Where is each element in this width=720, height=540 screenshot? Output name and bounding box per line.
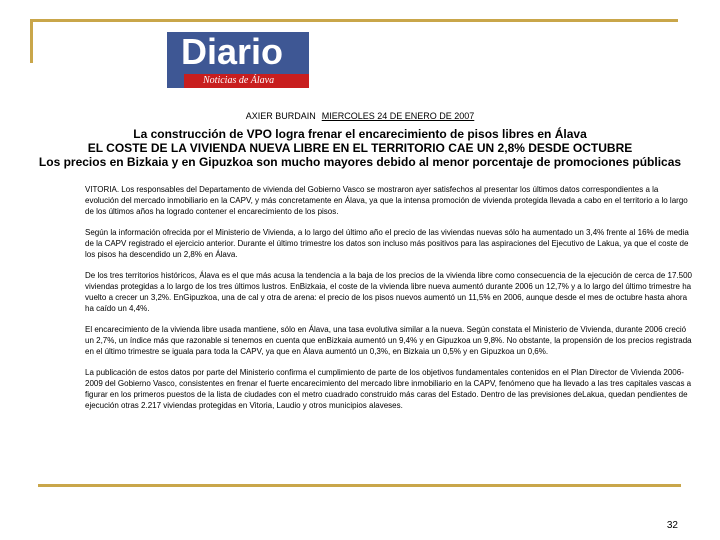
headline-lead: Los precios en Bizkaia y en Gipuzkoa son mucho mayores debido al menor porcentaje de promociones públicas	[38, 155, 682, 169]
byline-date: MIERCOLES 24 DE ENERO DE 2007	[321, 111, 475, 121]
frame-top-rule	[30, 19, 678, 22]
byline-author: AXIER BURDAIN	[245, 111, 316, 121]
frame-left-rule	[30, 19, 33, 63]
logo-subtitle: Noticias de Álava	[203, 75, 275, 86]
paragraph: VITORIA. Los responsables del Departamento de vivienda del Gobierno Vasco se mostraron ayer satisfechos al presentar los últimos datos correspondientes a la evolución del mercado inmobiliario en la CAPV, y más concretamente en Álava, ya que la intensa promoción de vivienda protegida llevada a cabo en el territorio a lo largo de los últimos años ha logrado contener el encarecimiento de los pisos.	[85, 185, 688, 216]
headline-block	[0, 127, 720, 169]
paragraph: Según la información ofrecida por el Ministerio de Vivienda, a lo largo del último año el precio de las viviendas nuevas sólo ha aumentado un 3,4% frente al 16% de media de la CAPV registrado el ejercicio anterior. Durante el último trimestre los datos son incluso más positivos para las aspiraciones del Ejecutivo de Lakua, ya que el coste de los pisos ha descendido un 2,8% en Álava.	[85, 228, 689, 259]
byline	[0, 110, 720, 122]
newspaper-logo	[167, 32, 309, 88]
paragraph: El encarecimiento de la vivienda libre usada mantiene, sólo en Álava, una tasa evolutiva similar a la nueva. Según constata el Ministerio de Vivienda, durante 2006 creció un 2,7%, un índice más que razonable si tenemos en cuenta que enBizkaia aumentó un 9,4% y en Gipuzkoa un 9,8%. No obstante, la propensión de los precios registrada en el último trimestre se iguala para toda la CAPV, ya que en Álava aumentó un 0,3%, en Bizkaia un 0,5% y en Gipuzkoa un 0,6%.	[85, 325, 692, 356]
headline-subtitle: EL COSTE DE LA VIVIENDA NUEVA LIBRE EN EL TERRITORIO CAE UN 2,8% DESDE OCTUBRE	[87, 141, 633, 155]
logo-name: Diario	[181, 32, 284, 72]
article-body	[85, 184, 693, 421]
paragraph: De los tres territorios históricos, Álava es el que más acusa la tendencia a la baja de los precios de la vivienda libre como consecuencia de la ejecución de cerca de 17.500 viviendas protegidas a lo largo de los tres últimos lustros. EnBizkaia, el coste de la vivienda libre nueva aumentó durante 2006 un 12,7% y a lo largo del último trimestre ha vuelto a crecer un 3,2%. EnGipuzkoa, una de cal y otra de arena: el precio de los pisos nuevos aumentó un 11,5% en 2006, aunque desde el mes de octubre hasta ahora ha caído un 4,4%.	[85, 271, 693, 313]
frame-bottom-rule	[38, 484, 681, 487]
page-number: 32	[666, 520, 678, 531]
headline-title: La construcción de VPO logra frenar el encarecimiento de pisos libres en Álava	[133, 127, 587, 141]
paragraph: La publicación de estos datos por parte del Ministerio confirma el cumplimiento de parte de los objetivos fundamentales contenidos en el Plan Director de Vivienda 2006-2009 del Gobierno Vasco, consistentes en frenar el fuerte encarecimiento del mercado libre inmobiliario en la CAPV, fenómeno que ha llevado a las tres capitales vascas a figurar en los primeros puestos de la lista de ciudades con el metro cuadrado construido más caras del Estado. Dentro de las previsiones deLakua, quedan pendientes de ejecución otras 2.217 viviendas protegidas en Vitoria, Laudio y otros municipios alaveses.	[85, 368, 692, 410]
